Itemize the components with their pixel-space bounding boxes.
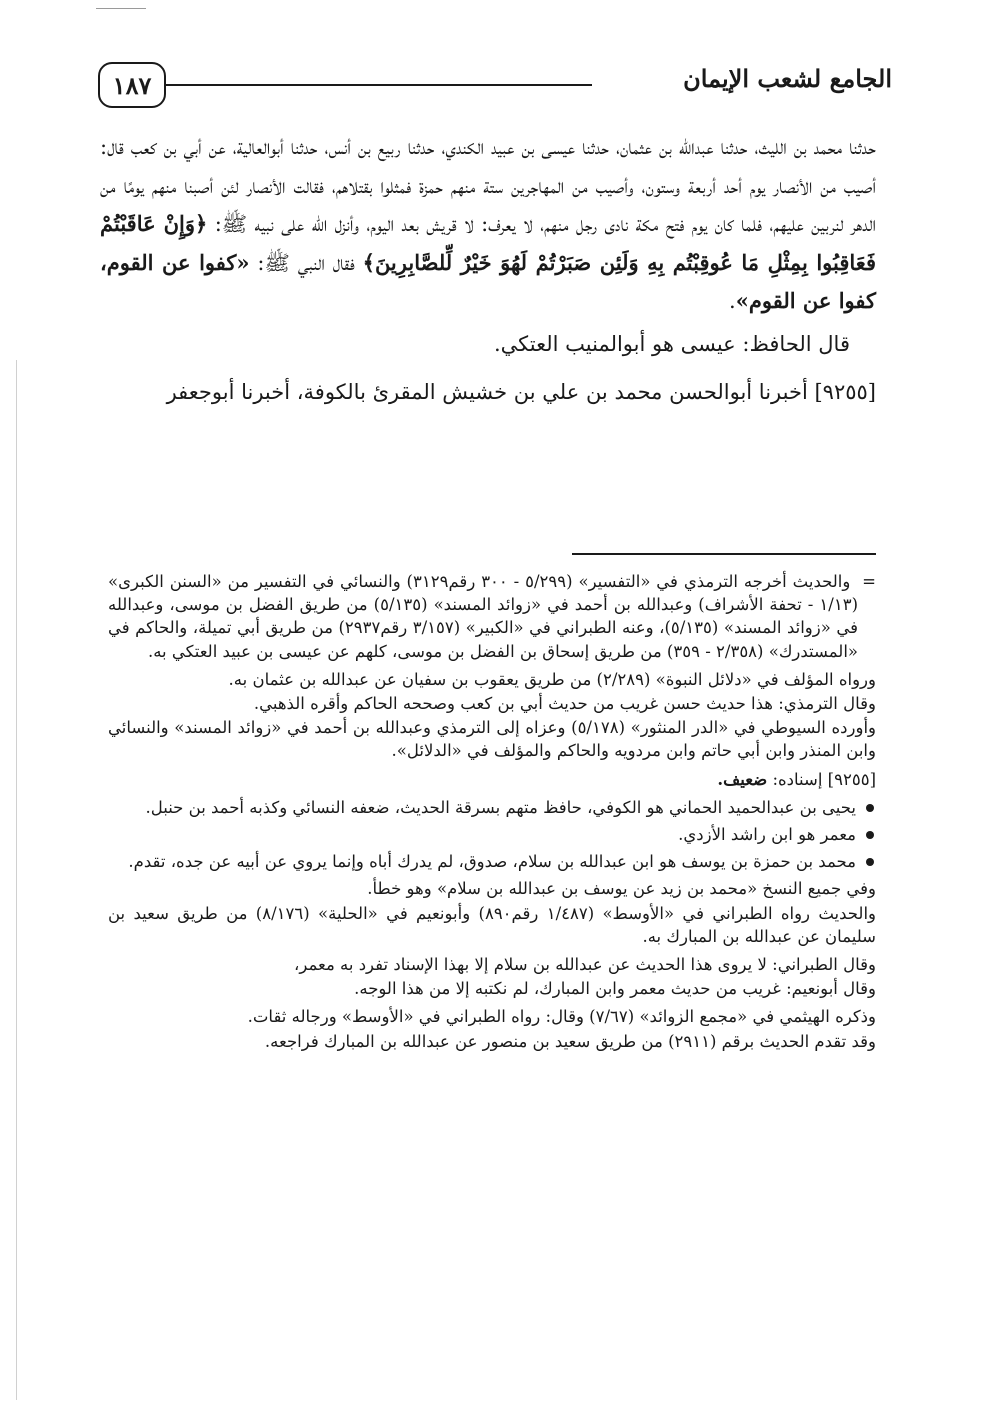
- isnad-label: [٩٢٥٥] إسناده:: [772, 769, 876, 789]
- narrator-list: [108, 796, 876, 874]
- footnote-note-3: وقال الطبراني: لا يروى هذا الحديث عن عبدالله بن سلام إلا بهذا الإسناد تفرد به معمر،: [294, 955, 876, 975]
- bullet-icon: [866, 831, 874, 839]
- footnotes: [108, 570, 876, 1058]
- footnote-note-5: وذكره الهيثمي في «مجمع الزوائد» (٧/٦٧) وقال: رواه الطبراني في «الأوسط» ورجاله ثقات.: [247, 1007, 876, 1027]
- header-rule: [166, 84, 592, 86]
- isnad-grade: ضعيف.: [717, 769, 768, 789]
- next-hadith: [٩٢٥٥] أخبرنا أبوالحسن محمد بن علي بن خشيش المقرئ بالكوفة، أخبرنا أبوجعفر: [166, 380, 876, 404]
- narrator-text: محمد بن حمزة بن يوسف هو ابن عبدالله بن سلام، صدوق، لم يدرك أباه وإنما يروي عن أبيه عن جده، تقدم.: [128, 852, 856, 872]
- prophet-saying: «كفوا عن القوم، كفوا عن القوم»: [100, 249, 876, 313]
- hadith-text: حدثنا محمد بن الليث، حدثنا عبدالله بن عثمان، حدثنا عيسى بن عبيد الكندي، حدثنا ربيع بن أنس، حدثنا أبوالعالية، عن أبي بن كعب قال: أصيب من الأنصار يوم أحد أربعة وستون، وأصيب من المهاجرين ستة منهم حمزة فمثلوا بقتلاهم، فقالت الأنصار لئن أصبنا منهم يومًا من الدهر لنربين عليهم، فلما كان يوم فتح مكة نادى رجل منهم، لا يعرف: لا قريش بعد اليوم، وأنزل الله على نبيه ﷺ:: [100, 135, 876, 236]
- page-binding-line: [16, 360, 17, 1400]
- footnote-separator: [572, 553, 876, 555]
- narrator-text: معمر هو ابن راشد الأزدي.: [678, 825, 856, 845]
- footnote-takhrij-2: ورواه المؤلف في «دلائل النبوة» (٢/٢٨٩) من طريق يعقوب بن سفيان عن عبدالله بن عثمان به.: [228, 669, 876, 689]
- page-edge-mark: [96, 8, 146, 9]
- hadith-paragraph: [100, 128, 876, 321]
- page-number: ١٨٧: [98, 62, 166, 108]
- hadith-end: .: [729, 289, 736, 313]
- narrator-text: يحيى بن عبدالحميد الحماني هو الكوفي، حافظ متهم بسرقة الحديث، ضعفه النسائي وكذبه أحمد بن حنبل.: [145, 797, 856, 817]
- quran-verse: ﴿وَإِنْ عَاقَبْتُمْ فَعَاقِبُوا بِمِثْلِ مَا عُوقِبْتُم بِهِ وَلَئِن صَبَرْتُمْ لَهُوَ خَيْرٌ لِّلصَّابِرِينَ﴾: [100, 211, 876, 275]
- footnote-text: والحديث أخرجه الترمذي في «التفسير» (٥/٢٩٩ - ٣٠٠ رقم٣١٢٩) والنسائي في التفسير من «السنن الكبرى» (١/١٣ - تحفة الأشراف) وعبدالله بن أحمد في «زوائد المسند» (٥/١٣٥) من طريق الفضل بن موسى، وعبدالله في «زوائد المسند» (٥/١٣٥)، وعنه الطبراني في «الكبير» (٣/١٥٧ رقم٢٩٣٧) من طريق أبي تميلة، والحاكم في «المستدرك» (٢/٣٥٨ - ٣٥٩) من طريق إسحاق بن الفضل بن موسى، كلهم عن عيسى بن عبيد العتكي به.: [108, 572, 858, 661]
- footnote-note-4: وقال أبونعيم: غريب من حديث معمر وابن المبارك، لم نكتبه إلا من هذا الوجه.: [354, 979, 876, 999]
- footnote-takhrij-4: وأورده السيوطي في «الدر المنثور» (٥/١٧٨) وعزاه إلى الترمذي وعبدالله بن أحمد في «زوائد المسند» والنسائي وابن المنذر وابن أبي حاتم وابن مردويه والحاكم والمؤلف في «الدلائل».: [108, 718, 876, 761]
- footnote-note-6: وقد تقدم الحديث برقم (٢٩١١) من طريق سعيد بن منصور عن عبدالله بن المبارك فراجعه.: [264, 1031, 876, 1051]
- list-item: [108, 850, 876, 873]
- book-title: الجامع لشعب الإيمان: [683, 64, 892, 93]
- page-header: [98, 62, 892, 116]
- footnote-note-2: والحديث رواه الطبراني في «الأوسط» (١/٤٨٧ رقم٨٩٠) وأبونعيم في «الحلية» (٨/١٧٦) من طريق سعيد بن سليمان عن عبدالله بن المبارك به.: [108, 903, 876, 946]
- footnote-takhrij-3: وقال الترمذي: هذا حديث حسن غريب من حديث أبي بن كعب وصححه الحاكم وأقره الذهبي.: [253, 694, 876, 714]
- bullet-icon: [866, 858, 874, 866]
- bullet-icon: [866, 804, 874, 812]
- hadith-text-cont: فقال النبي ﷺ:: [249, 250, 363, 275]
- footnote-takhrij-1: [108, 570, 876, 663]
- list-item: [108, 796, 876, 819]
- list-item: [108, 823, 876, 846]
- footnote-note-1: وفي جميع النسخ «محمد بن زيد عن يوسف بن عبدالله بن سلام» وهو خطأ.: [367, 879, 876, 899]
- continuation-mark: =: [862, 572, 876, 591]
- main-text: [100, 128, 876, 412]
- isnad-heading: [108, 768, 876, 791]
- hafiz-note: قال الحافظ: عيسى هو أبوالمنيب العتكي.: [493, 331, 850, 356]
